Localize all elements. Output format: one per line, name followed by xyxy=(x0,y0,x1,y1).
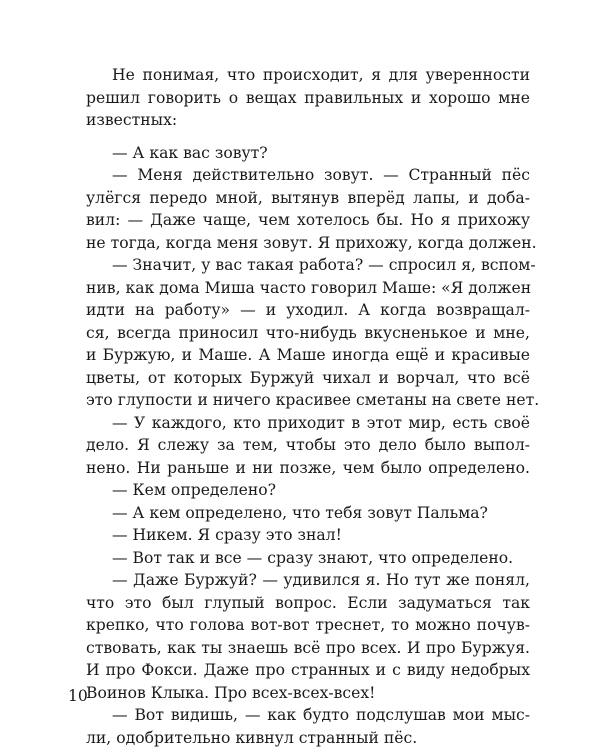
text-line: нив, как дома Миша часто говорил Маше: «Я должен xyxy=(86,278,532,297)
paragraph xyxy=(86,502,530,525)
text-line: решил говорить о вещах правильных и хорошо мне xyxy=(86,88,530,107)
paragraph xyxy=(86,142,530,165)
text-line: нено. Ни раньше и ни позже, чем было определено. xyxy=(86,458,530,477)
text-line: цветы, от которых Буржуй чихал и ворчал, что всё xyxy=(86,368,530,387)
text-line: дело. Я слежу за тем, чтобы это дело было выпол- xyxy=(86,436,530,454)
text-line: ся, всегда приносил что-нибудь вкусненькое и мне, xyxy=(86,323,530,342)
paragraph xyxy=(86,164,537,254)
text-line: И про Фокси. Даже про странных и с виду недобрых xyxy=(86,661,530,679)
text-line: крепко, что голова вот-вот треснет, то можно почув- xyxy=(86,616,530,634)
text-line: улёгся передо мной, вытянув вперёд лапы, и доба- xyxy=(86,188,530,207)
text-line: — Меня действительно зовут. — Странный пёс xyxy=(112,166,530,184)
text-line: известных: xyxy=(86,111,178,129)
paragraph xyxy=(86,569,530,704)
paragraph xyxy=(86,704,530,749)
paragraph xyxy=(86,524,530,547)
text-line: — Никем. Я сразу это знал! xyxy=(112,526,342,544)
paragraph xyxy=(86,412,530,480)
paragraph xyxy=(86,547,530,570)
text-line: ли, одобрительно кивнул странный пёс. xyxy=(86,728,418,747)
paragraph xyxy=(86,254,540,412)
text-line: ствовать, как ты знаешь всё про всех. И про Буржуя. xyxy=(86,638,530,657)
text-line: что это был глупый вопрос. Если задуматься так xyxy=(86,593,530,612)
text-line: вил: — Даже чаще, чем хотелось бы. Но я прихожу xyxy=(86,211,530,229)
text-line: не тогда, когда меня зовут. Я прихожу, когда должен. xyxy=(86,233,537,252)
page-number: 10 xyxy=(68,687,88,705)
text-line: — Вот так и все — сразу знают, что определено. xyxy=(112,548,514,567)
text-line: — Даже Буржуй? — удивился я. Но тут же понял, xyxy=(112,571,530,589)
body-text xyxy=(86,64,540,749)
paragraph xyxy=(86,479,530,502)
text-line: — А кем определено, что тебя зовут Пальма? xyxy=(112,503,488,522)
text-line: это глупости и ничего красивее сметаны на свете нет. xyxy=(86,391,540,409)
text-line: — Вот видишь, — как будто подслушав мои мыс- xyxy=(112,706,530,724)
text-line: идти на работу» — и уходил. А когда возвращал- xyxy=(86,301,530,319)
paragraph xyxy=(86,64,530,132)
text-line: — Кем определено? xyxy=(112,481,277,499)
text-line: Воинов Клыка. Про всех-всех-всех! xyxy=(86,683,376,702)
text-line: — А как вас зовут? xyxy=(112,143,268,162)
text-line: и Буржую, и Маше. А Маше иногда ещё и красивые xyxy=(86,346,530,364)
text-line: Не понимая, что происходит, я для уверенности xyxy=(112,66,530,84)
text-line: — Значит, у вас такая работа? — спросил я, вспом- xyxy=(112,256,536,274)
text-line: — У каждого, кто приходит в этот мир, есть своё xyxy=(112,413,530,432)
